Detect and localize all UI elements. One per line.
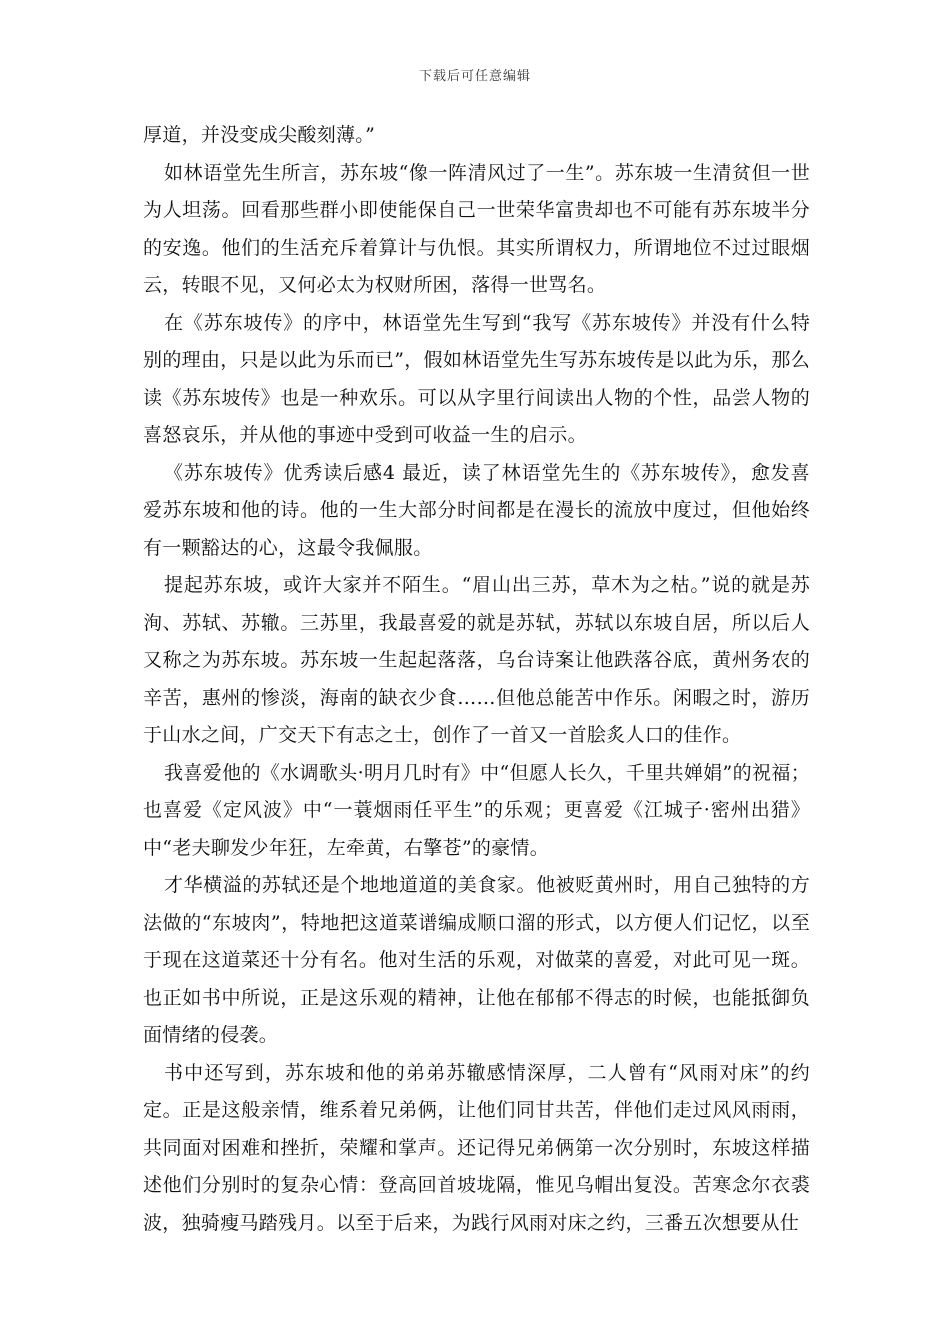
paragraph-8: 书中还写到，苏东坡和他的弟弟苏辙感情深厚，二人曾有“风雨对床”的约定。正是这般亲情，维系着兄弟俩，让他们同甘共苦，伴他们走过风风雨雨，共同面对困难和挫折，荣耀和掌声。还记得兄弟俩第一次分别时，东坡这样描述他们分别时的复杂心情：登高回首坡垅隔，惟见乌帽出复没。苦寒念尔衣裘波，独骑瘦马踏残月。以至于后来，为践行风雨对床之约，三番五次想要从仕 (143, 1061, 810, 1234)
paragraph-3: 在《苏东坡传》的序中，林语堂先生写到“我写《苏东坡传》并没有什么特别的理由，只是以此为乐而已”，假如林语堂先生写苏东坡传是以此为乐，那么读《苏东坡传》也是一种欢乐。可以从字里行间读出人物的个性，品尝人物的喜怒哀乐，并从他的事迹中受到可收益一生的启示。 (143, 311, 810, 446)
paragraph-5: 提起苏东坡，或许大家并不陌生。“眉山出三苏，草木为之枯。”说的就是苏洵、苏轼、苏辙。三苏里，我最喜爱的就是苏轼，苏轼以东坡自居，所以后人又称之为苏东坡。苏东坡一生起起落落，乌台诗案让他跌落谷底，黄州务农的辛苦，惠州的惨淡，海南的缺衣少食……但他总能苦中作乐。闲暇之时，游历于山水之间，广交天下有志之士，创作了一首又一首脍炙人口的佳作。 (143, 574, 810, 746)
paragraph-4: 《苏东坡传》优秀读后感4 最近，读了林语堂先生的《苏东坡传》，愈发喜爱苏东坡和他的诗。他的一生大部分时间都是在漫长的流放中度过，但他始终有一颗豁达的心，这最令我佩服。 (143, 461, 810, 559)
paragraph-6: 我喜爱他的《水调歌头·明月几时有》中“但愿人长久，千里共婵娟”的祝福；也喜爱《定风波》中“一蓑烟雨任平生”的乐观；更喜爱《江城子·密州出猎》中“老夫聊发少年狂，左牵黄，右擎苍”的豪情。 (143, 761, 810, 859)
paragraph-1: 厚道，并没变成尖酸刻薄。” (143, 124, 376, 146)
paragraph-7: 才华横溢的苏轼还是个地地道道的美食家。他被贬黄州时，用自己独特的方法做的“东坡肉”，特地把这道菜谱编成顺口溜的形式，以方便人们记忆，以至于现在这道菜还十分有名。他对生活的乐观，对做菜的喜爱，对此可见一斑。也正如书中所说，正是这乐观的精神，让他在郁郁不得志的时候，也能抵御负面情绪的侵袭。 (143, 874, 810, 1046)
document-body (143, 117, 810, 1242)
page-header: 下载后可任意编辑 (418, 69, 531, 84)
paragraph-2: 如林语堂先生所言，苏东坡“像一阵清风过了一生”。苏东坡一生清贫但一世为人坦荡。回看那些群小即使能保自己一世荣华富贵却也不可能有苏东坡半分的安逸。他们的生活充斥着算计与仇恨。其实所谓权力，所谓地位不过过眼烟云，转眼不见，又何必太为权财所困，落得一世骂名。 (143, 161, 810, 296)
